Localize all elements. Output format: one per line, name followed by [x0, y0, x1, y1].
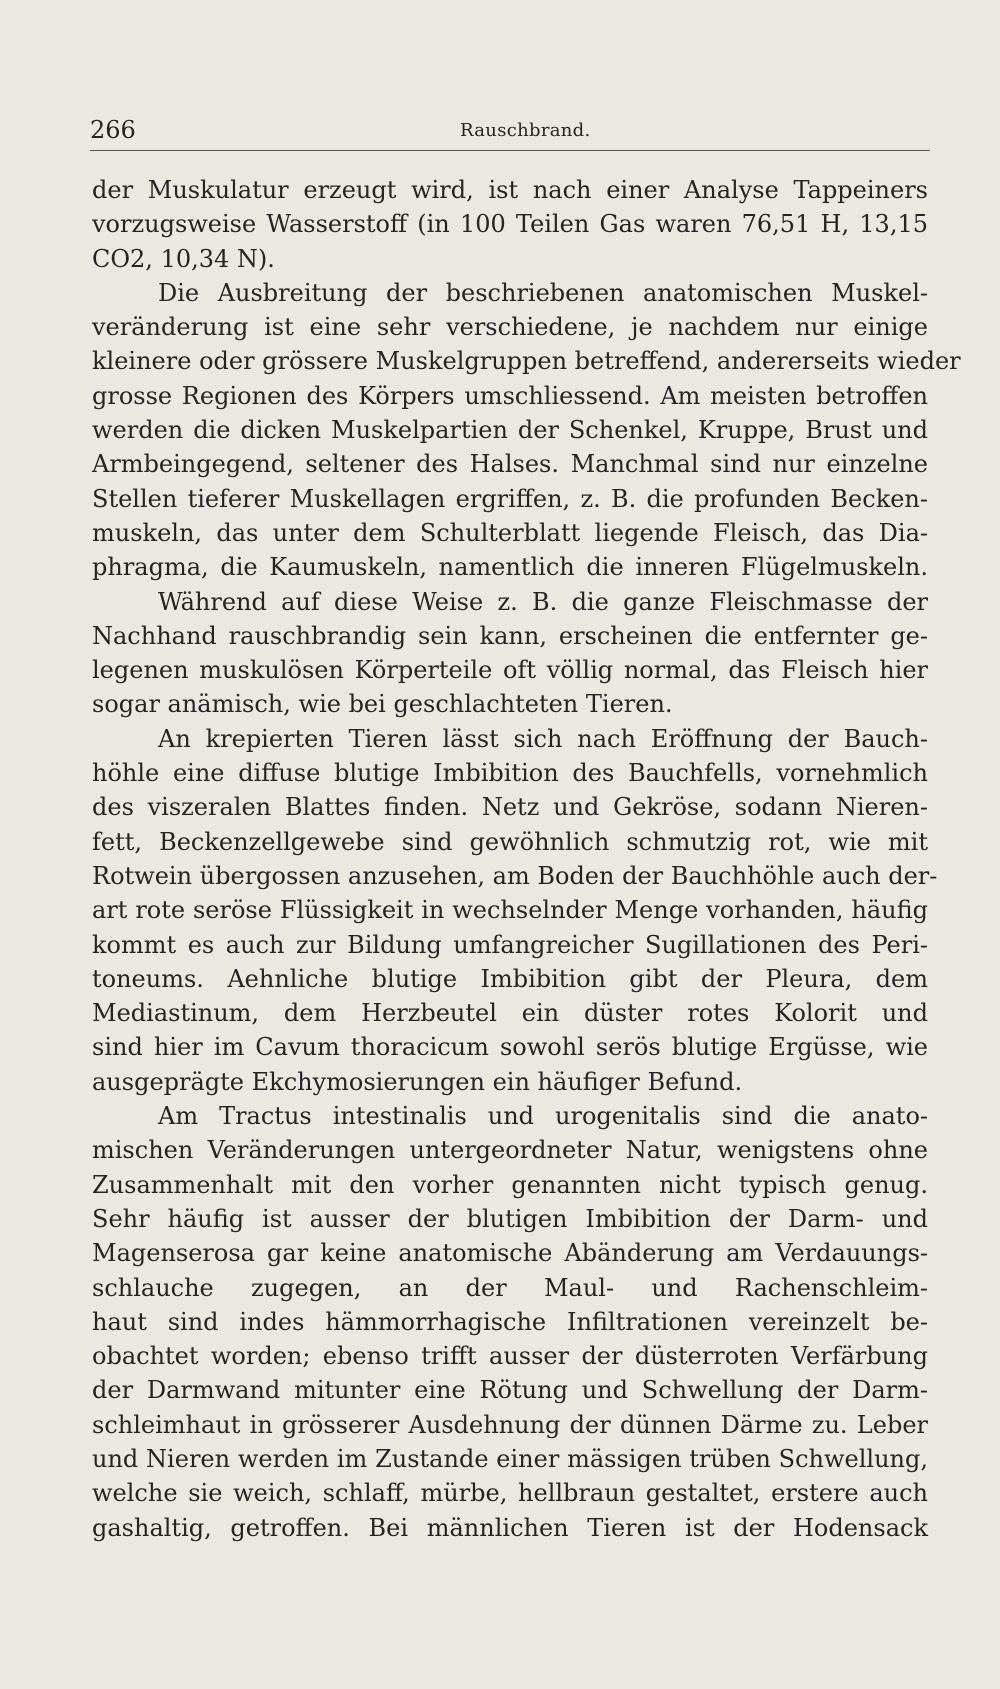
text-line: schleimhaut in grösserer Ausdehnung der dünnen Därme zu. Leber: [92, 1410, 928, 1439]
text-line: welche sie weich, schlaff, mürbe, hellbraun gestaltet, erstere auch: [92, 1479, 928, 1508]
text-line: muskeln, das unter dem Schulterblatt liegende Fleisch, das Dia-: [92, 518, 928, 547]
text-line: mischen Veränderungen untergeordneter Natur, wenigstens ohne: [92, 1136, 928, 1165]
text-line: fett, Beckenzellgewebe sind gewöhnlich schmutzig rot, wie mit: [92, 827, 928, 856]
text-line: Nachhand rauschbrandig sein kann, erscheinen die entfernter ge-: [92, 621, 928, 650]
text-line: der Muskulatur erzeugt wird, ist nach einer Analyse Tappeiners: [92, 176, 928, 204]
running-head: Rauschbrand.: [460, 120, 591, 141]
text-line: Zusammenhalt mit den vorher genannten nicht typisch genug.: [92, 1170, 928, 1199]
text-line: gashaltig, getroffen. Bei männlichen Tieren ist der Hodensack: [92, 1513, 928, 1542]
text-line: Während auf diese Weise z. B. die ganze Fleischmasse der: [158, 587, 928, 616]
text-line: Mediastinum, dem Herzbeutel ein düster rotes Kolorit und: [92, 999, 928, 1028]
body-text: [92, 173, 961, 1545]
text-line: veränderung ist eine sehr verschiedene, je nachdem nur einige: [92, 313, 928, 342]
text-line: kleinere oder grössere Muskelgruppen betreffend, andererseits wieder: [92, 347, 961, 376]
text-line: phragma, die Kaumuskeln, namentlich die inneren Flügelmuskeln.: [92, 553, 928, 582]
text-line: und Nieren werden im Zustande einer mässigen trüben Schwellung,: [92, 1444, 928, 1473]
text-line: legenen muskulösen Körperteile oft völlig normal, das Fleisch hier: [92, 656, 928, 685]
text-line: ausgeprägte Ekchymosierungen ein häufiger Befund.: [92, 1067, 743, 1096]
text-line: Die Ausbreitung der beschriebenen anatomischen Muskel-: [158, 278, 928, 307]
text-line: Rotwein übergossen anzusehen, am Boden der Bauchhöhle auch der-: [92, 861, 938, 890]
text-line: Sehr häufig ist ausser der blutigen Imbibition der Darm- und: [92, 1204, 928, 1233]
text-line: toneums. Aehnliche blutige Imbibition gibt der Pleura, dem: [92, 964, 928, 993]
text-line: des viszeralen Blattes finden. Netz und Gekröse, sodann Nieren-: [92, 793, 928, 822]
text-line: werden die dicken Muskelpartien der Schenkel, Kruppe, Brust und: [92, 416, 928, 445]
text-line: sind hier im Cavum thoracicum sowohl serös blutige Ergüsse, wie: [92, 1033, 928, 1062]
text-line: höhle eine diffuse blutige Imbibition des Bauchfells, vornehmlich: [92, 759, 928, 788]
text-line: art rote seröse Flüssigkeit in wechselnder Menge vorhanden, häufig: [92, 896, 928, 925]
page-number: 266: [90, 116, 136, 144]
text-line: haut sind indes hämmorrhagische Infiltrationen vereinzelt be-: [92, 1307, 928, 1336]
text-line: Am Tractus intestinalis und urogenitalis sind die anato-: [158, 1102, 928, 1131]
text-line: An krepierten Tieren lässt sich nach Eröffnung der Bauch-: [158, 724, 928, 753]
text-line: Stellen tieferer Muskellagen ergriffen, z. B. die profunden Becken-: [92, 484, 928, 513]
text-line: der Darmwand mitunter eine Rötung und Schwellung der Darm-: [92, 1376, 928, 1405]
text-line: CO2, 10,34 N).: [92, 244, 275, 273]
text-line: obachtet worden; ebenso trifft ausser der düsterroten Verfärbung: [92, 1342, 928, 1371]
text-line: vorzugsweise Wasserstoff (in 100 Teilen Gas waren 76,51 H, 13,15: [92, 210, 928, 239]
text-line: kommt es auch zur Bildung umfangreicher Sugillationen des Peri-: [92, 930, 928, 959]
text-line: Magenserosa gar keine anatomische Abänderung am Verdauungs-: [92, 1239, 928, 1268]
text-line: schlauche zugegen, an der Maul- und Rachenschleim-: [92, 1273, 928, 1302]
header-rule: [90, 150, 930, 151]
page-header: [90, 116, 930, 150]
text-line: Armbeingegend, seltener des Halses. Manchmal sind nur einzelne: [92, 450, 928, 479]
text-line: grosse Regionen des Körpers umschliessend. Am meisten betroffen: [92, 381, 928, 410]
text-line: sogar anämisch, wie bei geschlachteten Tieren.: [92, 690, 673, 719]
